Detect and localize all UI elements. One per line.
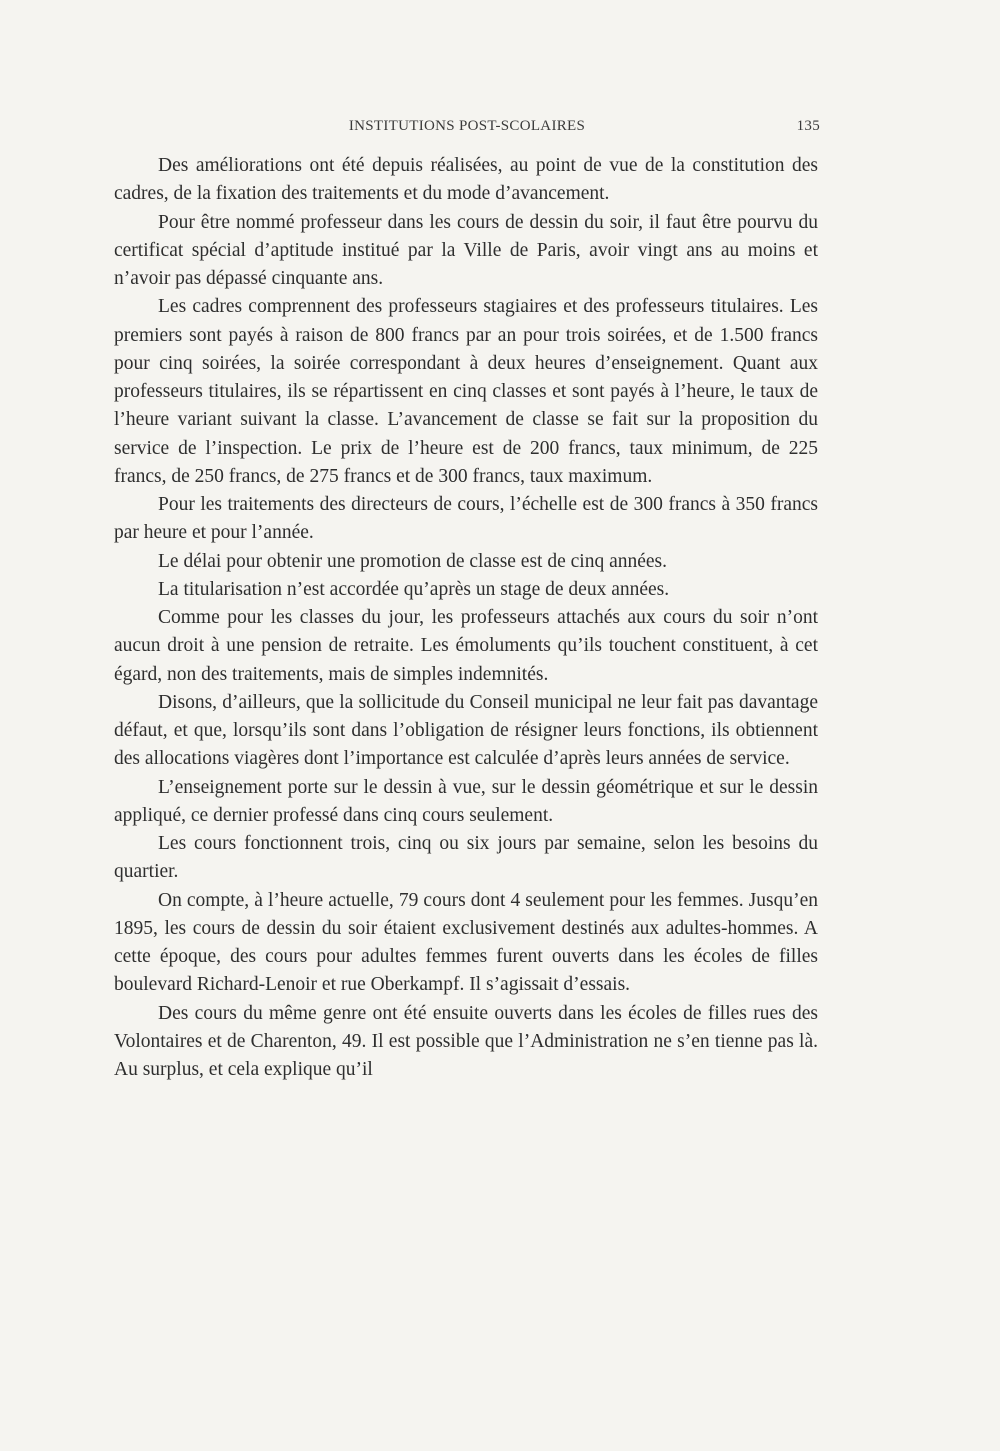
paragraph: L’enseignement porte sur le dessin à vue, sur le dessin géométrique et sur le dessin appliqué, ce dernier professé dans cinq cours seulement. (114, 776, 818, 826)
paragraph: Le délai pour obtenir une promotion de classe est de cinq années. (158, 550, 667, 572)
paragraph: Les cadres comprennent des professeurs stagiaires et des professeurs titulaires. Les premiers sont payés à raison de 800 francs par an pour trois soirées, et de 1.500 francs pour cinq soirées, la soirée correspondant à deux heures d’enseignement. Quant aux professeurs titulaires, ils se répartissent en cinq classes et sont payés à l’heure, le taux de l’heure variant suivant la classe. L’avancement de classe se fait sur la proposition du service de l’inspection. Le prix de l’heure est de 200 francs, taux minimum, de 225 francs, de 250 francs, de 275 francs et de 300 francs, taux maximum. (114, 296, 818, 487)
paragraph: Disons, d’ailleurs, que la sollicitude du Conseil municipal ne leur fait pas davantage défaut, et que, lorsqu’ils sont dans l’obligation de résigner leurs fonctions, ils obtiennent des allocations viagères dont l’importance est calculée d’après leurs années de service. (114, 691, 818, 770)
running-title: INSTITUTIONS POST-SCOLAIRES (348, 118, 586, 134)
paragraph: Pour être nommé professeur dans les cours de dessin du soir, il faut être pourvu du certificat spécial d’aptitude institué par la Ville de Paris, avoir vingt ans au moins et n’avoir pas dépassé cinquante ans. (114, 211, 818, 289)
paragraph: Comme pour les classes du jour, les professeurs attachés aux cours du soir n’ont aucun droit à une pension de retraite. Les émoluments qu’ils touchent constituent, à cet égard, non des traitements, mais de simples indemnités. (114, 607, 818, 685)
paragraph: On compte, à l’heure actuelle, 79 cours dont 4 seulement pour les femmes. Jusqu’en 1895, les cours de dessin du soir étaient exclusivement destinés aux adultes-hommes. A cette époque, des cours pour adultes femmes furent ouverts dans les écoles de filles boulevard Richard-Lenoir et rue Oberkampf. Il s’agissait d’essais. (114, 889, 818, 996)
paragraph: Pour les traitements des directeurs de cours, l’échelle est de 300 francs à 350 francs par heure et pour l’année. (114, 494, 818, 544)
page-number: 135 (796, 118, 820, 134)
paragraph: Des cours du même genre ont été ensuite ouverts dans les écoles de filles rues des Volontaires et de Charenton, 49. Il est possible que l’Administration ne s’en tienne pas là. Au surplus, et cela explique qu’il (114, 1002, 818, 1080)
paragraph: La titularisation n’est accordée qu’après un stage de deux années. (158, 578, 670, 600)
paragraph: Les cours fonctionnent trois, cinq ou six jours par semaine, selon les besoins du quartier. (114, 833, 818, 883)
paragraph: Des améliorations ont été depuis réalisées, au point de vue de la constitution des cadres, de la fixation des traitements et du mode d’avancement. (114, 155, 818, 205)
page-header (114, 118, 820, 140)
body-text (114, 152, 818, 1084)
